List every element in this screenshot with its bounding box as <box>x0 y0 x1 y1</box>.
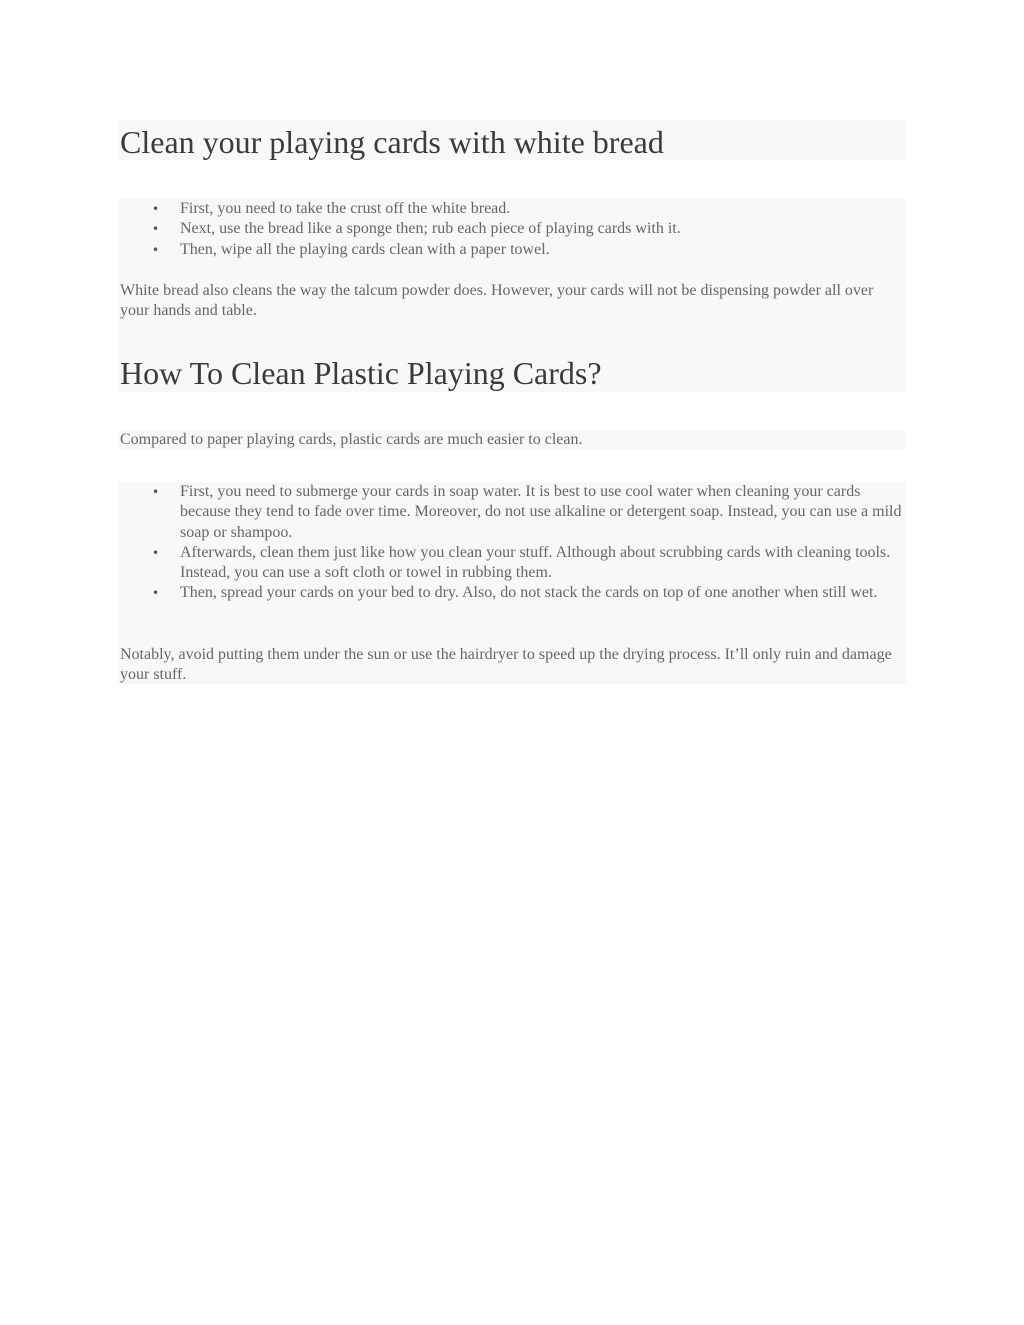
list-item: • Then, wipe all the playing cards clean with a paper towel. <box>120 240 902 260</box>
plastic-cards-steps-list <box>120 482 902 604</box>
list-item: • First, you need to submerge your cards in soap water. It is best to use cool water when cleaning your cards because they tend to fade over time. Moreover, do not use alkaline or detergent soap. Instead, you can use a mild soap or shampoo. <box>120 482 902 543</box>
plastic-cards-paragraph: Notably, avoid putting them under the sun or use the hairdryer to speed up the drying process. It’ll only ruin and damage your stuff. <box>120 646 892 684</box>
plastic-cards-intro: Compared to paper playing cards, plastic cards are much easier to clean. <box>120 431 583 448</box>
white-bread-steps-list <box>120 199 902 260</box>
section-heading-plastic-cards: How To Clean Plastic Playing Cards? <box>120 355 602 391</box>
list-item: • First, you need to take the crust off the white bread. <box>120 199 902 219</box>
section-heading-white-bread: Clean your playing cards with white bread <box>120 124 664 160</box>
white-bread-paragraph: White bread also cleans the way the talcum powder does. However, your cards will not be dispensing powder all over your hands and table. <box>120 282 874 320</box>
list-item: • Next, use the bread like a sponge then; rub each piece of playing cards with it. <box>120 219 902 239</box>
list-item: • Afterwards, clean them just like how you clean your stuff. Although about scrubbing cards with cleaning tools. Instead, you can use a soft cloth or towel in rubbing them. <box>120 543 902 584</box>
list-item: • Then, spread your cards on your bed to dry. Also, do not stack the cards on top of one another when still wet. <box>120 583 902 603</box>
